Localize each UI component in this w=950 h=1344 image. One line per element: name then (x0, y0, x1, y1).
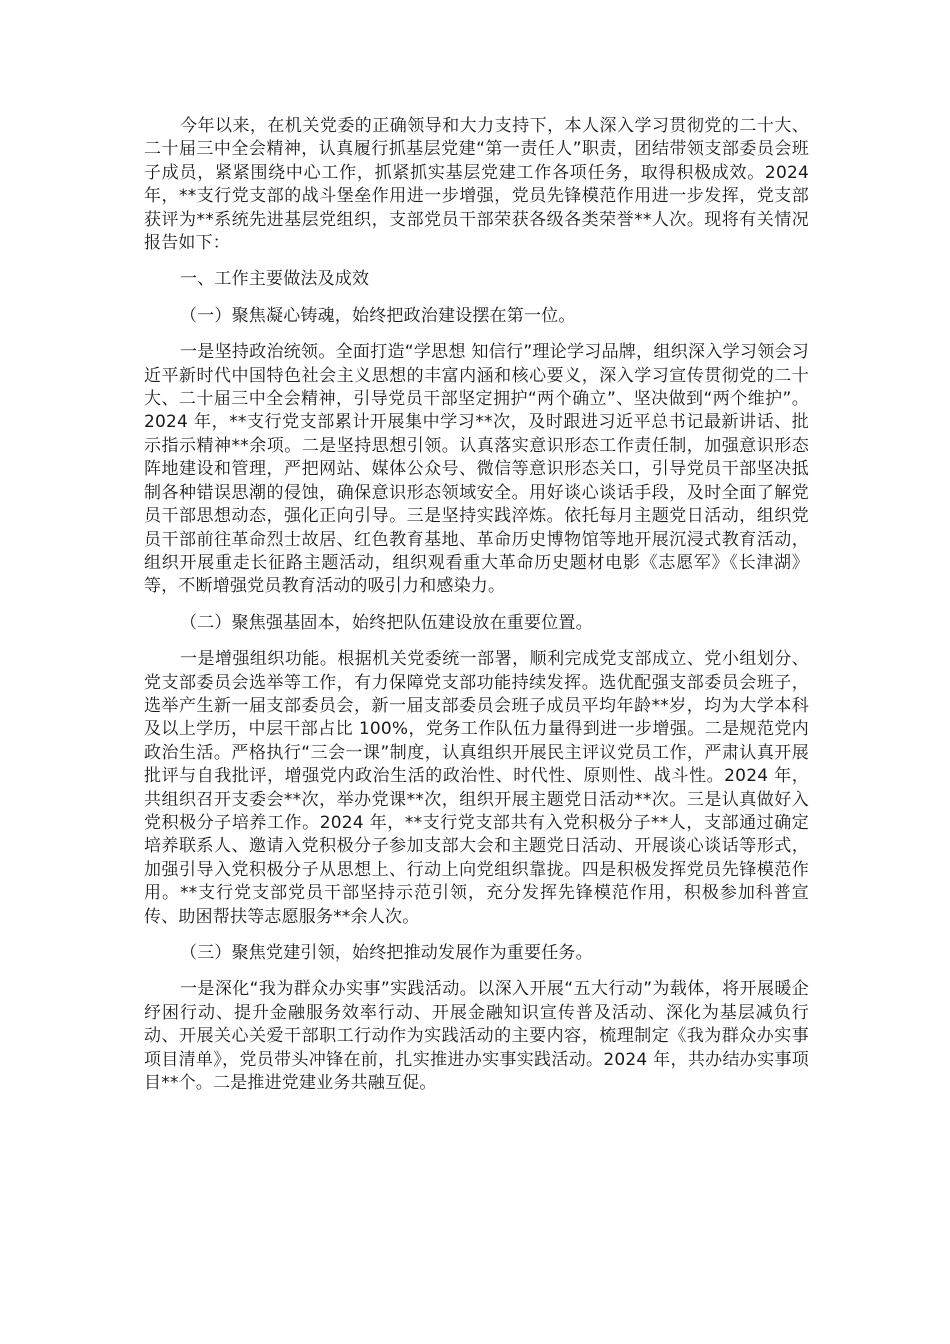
subsection-heading-2: （二）聚焦强基固本，始终把队伍建设放在重要位置。 (180, 612, 593, 633)
section-heading-1: 一、工作主要做法及成效 (180, 269, 370, 290)
subsection-heading-3: （三）聚焦党建引领，始终把推动发展作为重要任务。 (180, 943, 593, 963)
document-body (144, 115, 809, 1108)
subsection-body-3: 一是深化“我为群众办实事”实践活动。以深入开展“五大行动”为载体，将开展暖企纾困行动、提升金融服务效率行动、开展金融知识宣传普及活动、深化为基层减负行动、开展关心关爱干部职工行动作为实践活动的主要内容，梳理制定《我为群众办实事项目清单》，党员带头冲锋在前，扎实推进办实事实践活动。2024 年，共办结办实事项目**个。二是推进党建业务共融互促。 (144, 979, 809, 1094)
subsection-heading-1: （一）聚焦凝心铸魂，始终把政治建设摆在第一位。 (180, 305, 576, 326)
subsection-body-2: 一是增强组织功能。根据机关党委统一部署，顺利完成党支部成立、党小组划分、党支部委员会选举等工作，有力保障党支部功能持续发挥。选优配强支部委员会班子，选举产生新一届支部委员会，新一届支部委员会班子成员平均年龄**岁，均为大学本科及以上学历，中层干部占比 100%，党务工作队伍力量得到进一步增强。二是规范党内政治生活。严格执行“三会一课”制度，认真组织开展民主评议党员工作，严肃认真开展批评与自我批评，增强党内政治生活的政治性、时代性、原则性、战斗性。2024 年，共组织召开支委会**次，举办党课**次，组织开展主题党日活动**次。三是认真做好入党积极分子培养工作。2024 年，**支行党支部共有入党积极分子**人，支部通过确定培养联系人、邀请入党积极分子参加支部大会和主题党日活动、开展谈心谈话等形式，加强引导入党积极分子从思想上、行动上向党组织靠拢。四是积极发挥党员先锋模范作用。**支行党支部党员干部坚持示范引领，充分发挥先锋模范作用，积极参加科普宣传、助困帮扶等志愿服务**余人次。 (144, 649, 809, 927)
subsection-body-1: 一是坚持政治统领。全面打造“学思想 知信行”理论学习品牌，组织深入学习领会习近平新时代中国特色社会主义思想的丰富内涵和核心要义，深入学习宣传贯彻党的二十大、二十届三中全会精神，引导党员干部坚定拥护“两个确立”、坚决做到“两个维护”。2024 年，**支行党支部累计开展集中学习**次，及时跟进习近平总书记最新讲话、批示指示精神**余项。二是坚持思想引领。认真落实意识形态工作责任制，加强意识形态阵地建设和管理，严把网站、媒体公众号、微信等意识形态关口，引导党员干部坚决抵制各种错误思潮的侵蚀，确保意识形态领域安全。用好谈心谈话手段，及时全面了解党员干部思想动态，强化正向引导。三是坚持实践淬炼。依托每月主题党日活动，组织党员干部前往革命烈士故居、红色教育基地、革命历史博物馆等地开展沉浸式教育活动，组织开展重走长征路主题活动，组织观看重大革命历史题材电影《志愿军》《长津湖》等，不断增强党员教育活动的吸引力和感染力。 (144, 342, 809, 597)
intro-paragraph: 今年以来，在机关党委的正确领导和大力支持下，本人深入学习贯彻党的二十大、二十届三中全会精神，认真履行抓基层党建“第一责任人”职责，团结带领支部委员会班子成员，紧紧围绕中心工作，抓紧抓实基层党建工作各项任务，取得积极成效。2024 年，**支行党支部的战斗堡垒作用进一步增强，党员先锋模范作用进一步发挥，党支部获评为**系统先进基层党组织，支部党员干部荣获各级各类荣誉**人次。现将有关情况报告如下： (144, 116, 809, 254)
